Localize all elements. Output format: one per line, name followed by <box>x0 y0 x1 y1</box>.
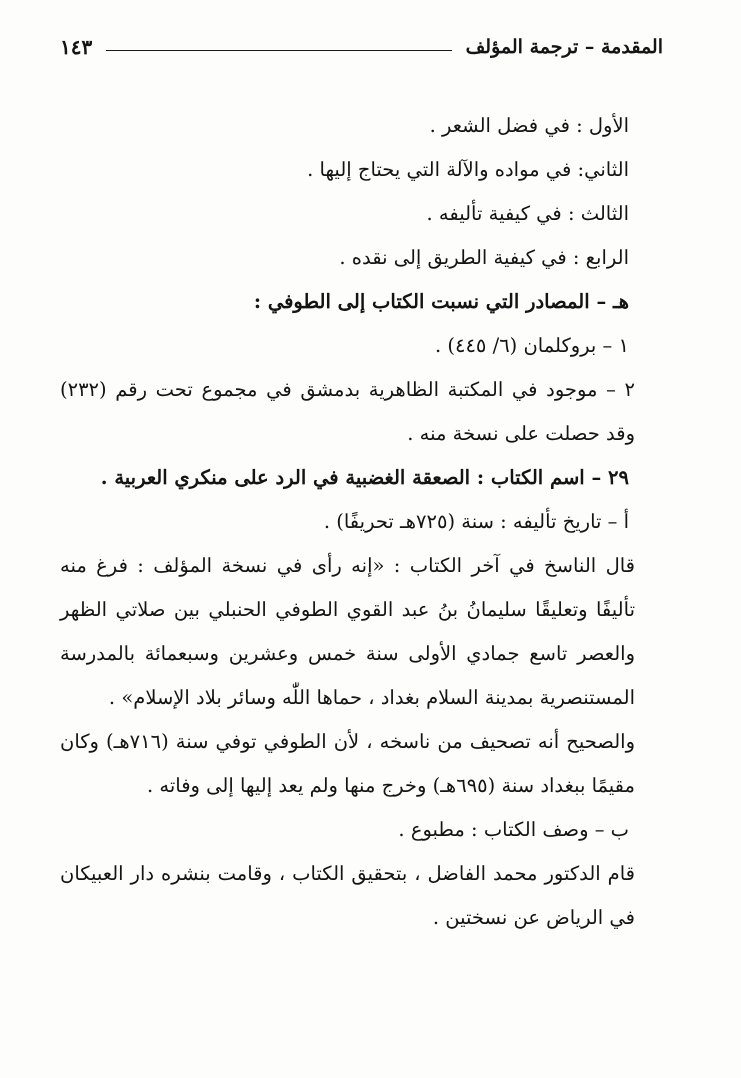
item-first: الأول : في فضل الشعر . <box>429 114 629 137</box>
page-number: ١٤٣ <box>60 35 93 59</box>
item-fourth: الرابع : في كيفية الطريق إلى نقده . <box>339 246 629 269</box>
book-description: ب – وصف الكتاب : مطبوع . <box>398 818 629 841</box>
item-second: الثاني: في مواده والآلة التي يحتاج إليها . <box>307 158 629 181</box>
composition-date: أ – تاريخ تأليفه : سنة (٧٢٥هـ تحريفًا) . <box>323 510 629 533</box>
source-2: ٢ – موجود في المكتبة الظاهرية بدمشق في مجموع تحت رقم (٢٣٢) وقد حصلت على نسخة منه . <box>60 378 635 445</box>
page-body <box>60 104 635 940</box>
header-rule <box>106 50 451 51</box>
paragraph-correction: والصحيح أنه تصحيف من ناسخه ، لأن الطوفي توفي سنة (٧١٦هـ) وكان مقيمًا ببغداد سنة (٦٩٥هـ) وخرج منها ولم يعد إليها إلى وفاته . <box>60 730 635 797</box>
heading-sources: هـ – المصادر التي نسبت الكتاب إلى الطوفي : <box>253 290 629 313</box>
source-1: ١ – بروكلمان (٦/ ٤٤٥) . <box>434 334 629 357</box>
paragraph-edition: قام الدكتور محمد الفاضل ، بتحقيق الكتاب ، وقامت بنشره دار العبيكان في الرياض عن نسختين . <box>60 862 635 929</box>
header-title: المقدمة – ترجمة المؤلف <box>465 36 663 58</box>
paragraph-copyist: قال الناسخ في آخر الكتاب : «إنه رأى في نسخة المؤلف : فرغ منه تأليفًا وتعليقًا سليمانُ بنُ عبد القوي الطوفي الحنبلي بين صلاتي الظهر والعصر تاسع جمادي الأولى سنة خمس وعشرين وسبعمائة بالمدرسة المستنصرية بمدينة السلام بغداد ، حماها اللّٰه وسائر بلاد الإسلام» . <box>60 554 635 709</box>
item-third: الثالث : في كيفية تأليفه . <box>426 202 629 225</box>
running-header <box>60 30 663 64</box>
heading-book-29: ٢٩ – اسم الكتاب : الصعقة الغضبية في الرد على منكري العربية . <box>100 466 629 489</box>
